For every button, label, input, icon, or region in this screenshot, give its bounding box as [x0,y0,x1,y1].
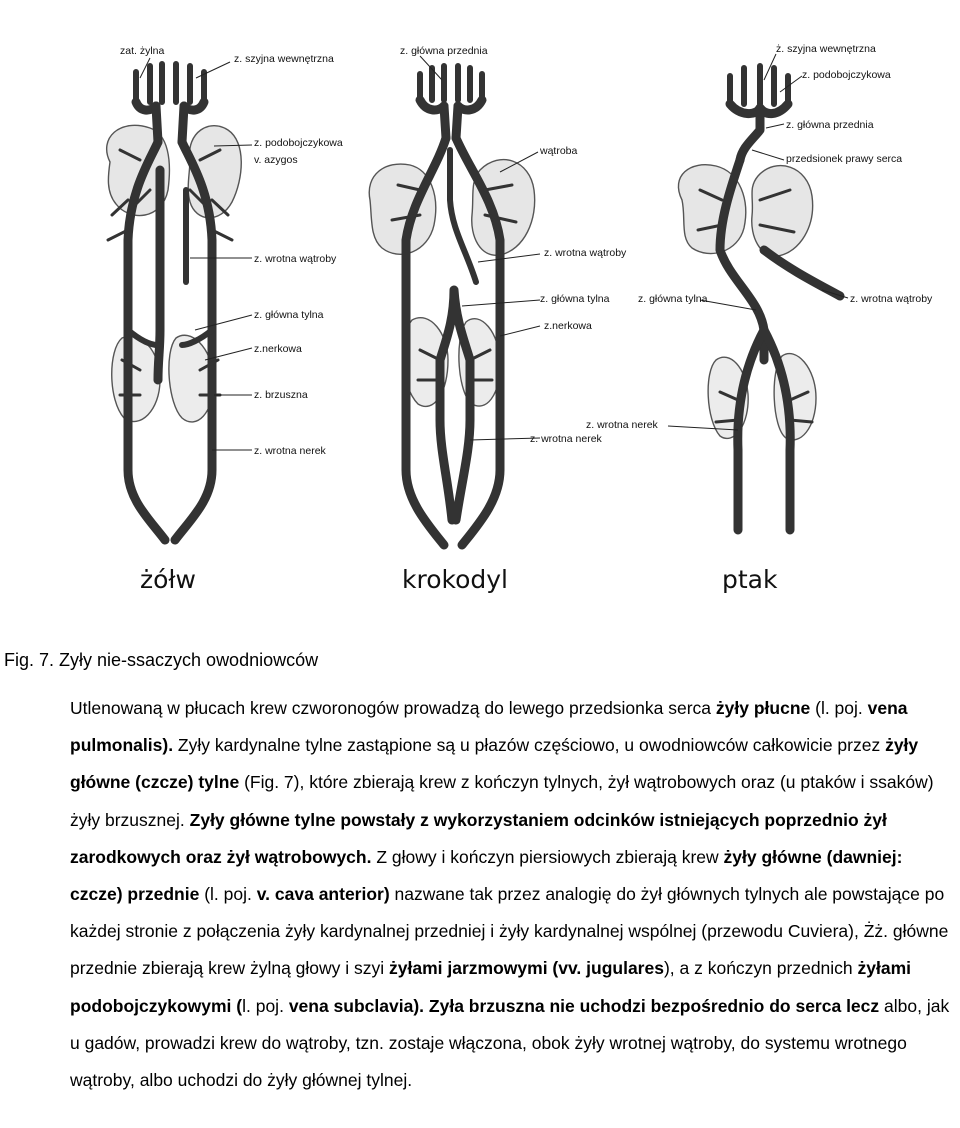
crocodile-label-1: wątroba [540,145,578,157]
turtle-label-1: z. szyjna wewnętrzna [234,53,334,65]
crocodile-label-5: z. wrotna nerek [530,433,602,445]
text-run-bold: Zyła brzuszna nie uchodzi bezpośrednio do serca lecz [428,995,880,1016]
text-run: Zyły kardynalne tylne zastąpione są u płazów częściowo, u owodniowców całkowicie przez [173,735,886,756]
turtle-diagram [107,45,343,594]
text-run-bold: Zyły główne tylne powstały z wykorzystaniem odcinków istniejących poprzednio żył zarodkowych oraz żył wątrobowych. [70,809,887,867]
crocodile-diagram [369,45,627,594]
bird-label-4: z. główna tylna [638,293,708,305]
crocodile-label-0: z. główna przednia [400,45,488,57]
turtle-title: żółw [140,565,196,594]
turtle-label-3: v. azygos [254,154,298,166]
turtle-label-6: z.nerkowa [254,343,302,355]
turtle-kidney-right [169,335,214,422]
text-run: Z głowy i kończyn piersiowych zbierają krew [371,846,724,867]
bird-label-6: z. wrotna nerek [586,419,658,431]
text-run-bold: żyły główne (czcze) tylne [70,735,919,793]
bird-label-2: z. główna przednia [786,119,874,131]
turtle-label-4: z. wrotna wątroby [254,253,337,265]
body-text [4,690,956,1099]
turtle-label-7: z. brzuszna [254,389,308,401]
crocodile-title: krokodyl [402,565,508,594]
text-run: ), a z kończyn przednich [663,958,858,979]
turtle-kidney-left [112,336,160,421]
crocodile-label-2: z. wrotna wątroby [544,247,627,259]
turtle-label-8: z. wrotna nerek [254,445,326,457]
turtle-label-2: z. podobojczykowa [254,137,343,149]
text-run-bold: v. cava anterior) [256,884,390,905]
bird-label-1: z. podobojczykowa [802,69,891,81]
text-run-bold: żyłami podobojczykowymi ( [70,958,912,1016]
turtle-label-5: z. główna tylna [254,309,324,321]
text-run-bold: żyły główne (dawniej: czcze) przednie [70,846,903,905]
bird-title: ptak [722,565,778,594]
text-run: żyły brzusznej [70,809,180,830]
bird-liver-right [752,166,813,257]
text-run: . [179,809,190,830]
text-run-bold: vena pulmonalis). [70,698,908,756]
text-run-bold: żyły płucne [715,698,811,718]
text-run: l. poj. [242,995,289,1016]
text-run: (l. poj. [810,698,868,718]
crocodile-label-3: z. główna tylna [540,293,610,305]
bird-label-3: przedsionek prawy serca [786,153,903,165]
bird-diagram [586,43,933,594]
text-run: (Fig. 7), które zbierają krew z kończyn tylnych, żył wątrobowych oraz (u ptaków i ssaków) [239,772,934,793]
crocodile-label-4: z.nerkowa [544,320,592,332]
bird-label-0: ż. szyjna wewnętrzna [776,43,876,55]
bird-label-5: z. wrotna wątroby [850,293,933,305]
text-run: (l. poj. [199,884,257,905]
text-run: nazwane tak przez analogię do żył głównych tylnych ale powstające po każdej stronie z połączenia żyły kardynalnej przedniej i żyły kardynalnej wspólnej (przewodu Cuviera), Żż. główne przednie zbierają krew żylną głowy i szyi [70,884,949,979]
text-run-bold: vena subclavia). [288,995,425,1016]
text-run-bold: żyłami jarzmowymi (vv. jugulares [389,958,664,979]
turtle-label-0: zat. żylna [120,45,165,57]
figure-caption: Fig. 7. Zyły nie-ssaczych owodniowców [4,650,319,670]
body-paragraph [4,690,956,1099]
text-run: Utlenowaną w płucach krew czworonogów prowadzą do lewego przedsionka serca [70,698,716,718]
text-run: albo, jak u gadów, prowadzi krew do wątroby, tzn. zostaje włączona, obok żyły wrotnej wątroby, do systemu wrotnego wątroby, albo uchodzi do żyły głównej tylnej. [70,995,950,1091]
